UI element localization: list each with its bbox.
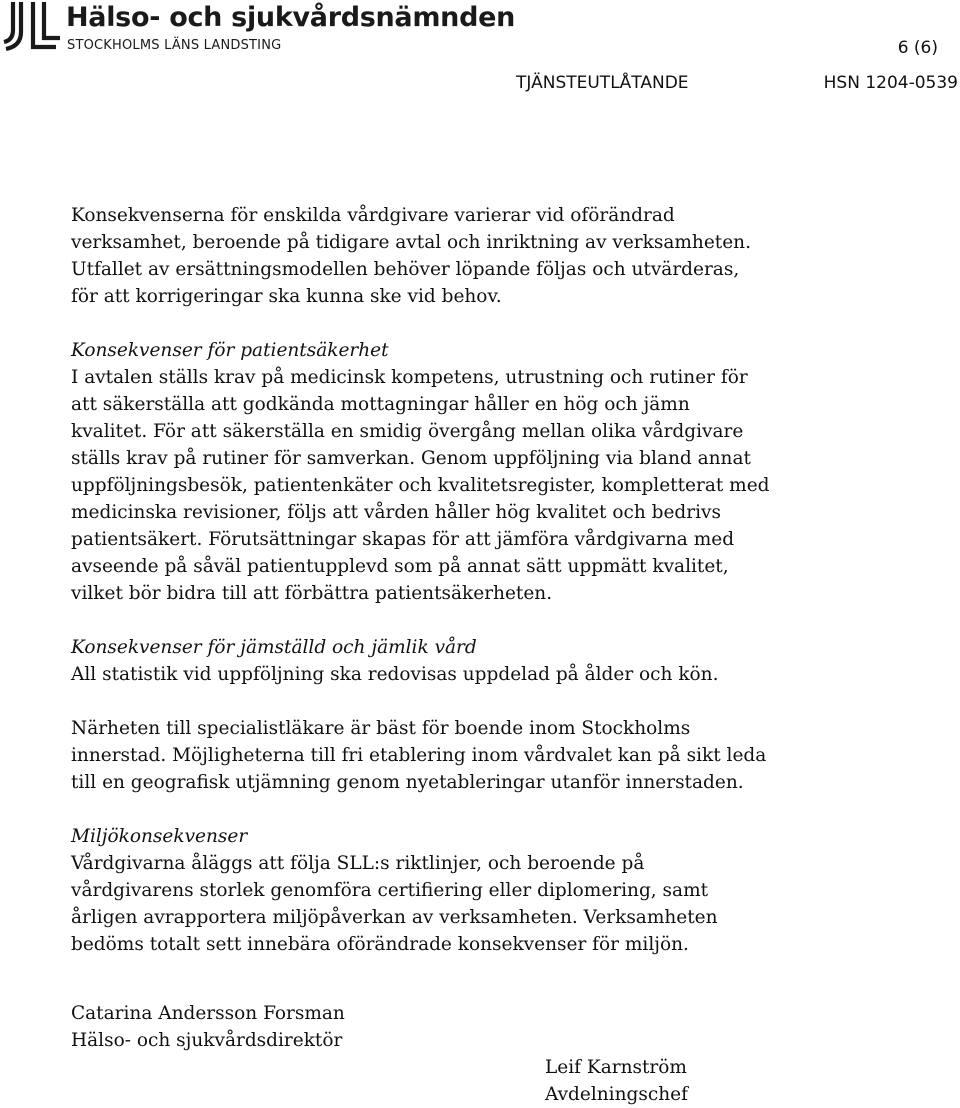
equality-heading: Konsekvenser för jämställd och jämlik vård <box>71 637 477 658</box>
page-number: 6 (6) <box>897 38 938 58</box>
signature-left <box>71 1000 345 1054</box>
signer-name: Leif Karnström <box>545 1057 687 1078</box>
document-body <box>71 202 771 958</box>
proximity-paragraph: Närheten till specialistläkare är bäst för boende inom Stockholms innerstad. Möjligheterna till fri etablering inom vårdvalet kan på sikt leda till en geografisk utjämning genom nyetableringar utanför innerstaden. <box>71 718 767 793</box>
equality-paragraph: All statistik vid uppföljning ska redovisas uppdelad på ålder och kön. <box>71 664 719 685</box>
signer-title: Avdelningschef <box>545 1084 688 1105</box>
signature-right <box>545 1054 688 1108</box>
document-id: HSN 1204-0539 <box>823 73 958 93</box>
patient-safety-heading: Konsekvenser för patientsäkerhet <box>71 340 389 361</box>
environment-paragraph: Vårdgivarna åläggs att följa SLL:s riktlinjer, och beroende på vårdgivarens storlek genomföra certifiering eller diplomering, samt årligen avrapportera miljöpåverkan av verksamheten. Verksamheten bedöms totalt sett innebära oförändrade konsekvenser för miljön. <box>71 853 718 955</box>
sll-logo-icon <box>0 0 62 52</box>
environment-heading: Miljökonsekvenser <box>71 826 248 847</box>
organization-name: Hälso- och sjukvårdsnämnden <box>66 2 516 33</box>
intro-paragraph: Konsekvenserna för enskilda vårdgivare varierar vid oförändrad verksamhet, beroende på tidigare avtal och inriktning av verksamheten. Utfallet av ersättningsmodellen behöver löpande följas och utvärderas, för att korrigeringar ska kunna ske vid behov. <box>71 205 751 307</box>
organization-subtitle: STOCKHOLMS LÄNS LANDSTING <box>67 38 282 53</box>
letterhead-logo <box>0 0 516 56</box>
patient-safety-paragraph: I avtalen ställs krav på medicinsk kompetens, utrustning och rutiner för att säkerställa att godkända mottagningar håller en hög och jämn kvalitet. För att säkerställa en smidig övergång mellan olika vårdgivare ställs krav på rutiner för samverkan. Genom uppföljning via bland annat uppföljningsbesök, patientenkäter och kvalitetsregister, kompletterat med medicinska revisioner, följs att vården håller hög kvalitet och bedrivs patientsäkert. Förutsättningar skapas för att jämföra vårdgivarna med avseende på såväl patientupplevd som på annat sätt uppmätt kvalitet, vilket bör bidra till att förbättra patientsäkerheten. <box>71 367 770 604</box>
document-type: TJÄNSTEUTLÅTANDE <box>516 73 689 93</box>
signer-title: Hälso- och sjukvårdsdirektör <box>71 1030 343 1051</box>
signer-name: Catarina Andersson Forsman <box>71 1003 345 1024</box>
